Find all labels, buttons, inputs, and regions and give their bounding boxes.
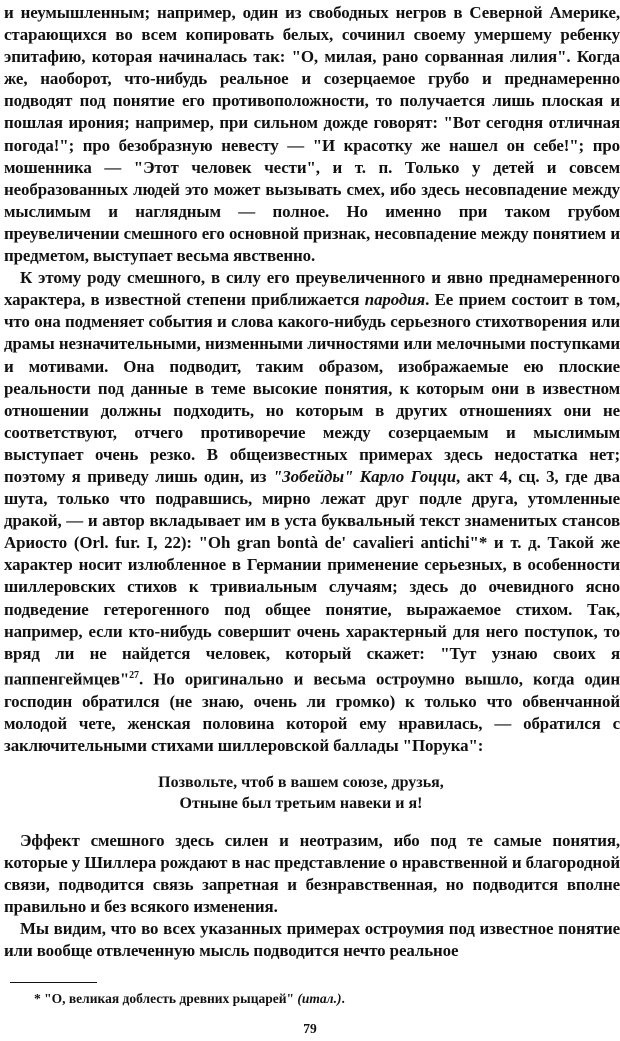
footnote-divider bbox=[10, 982, 97, 983]
footnote-language-note: (итал.) bbox=[297, 991, 342, 1006]
italic-term: пародия bbox=[364, 290, 426, 310]
paragraph-effect: Эффект смешного здесь силен и неотразим, ибо под те самые понятия, которые у Шиллера рождают в нас представление о нравственной и благородной связи, подводится связь запретная и безнравственная, но подводится вполне правильно и без всякого изменения. bbox=[4, 831, 620, 917]
main-text-block bbox=[4, 2, 620, 757]
verse-line-2: Отныне был третьим навеки и я! bbox=[179, 795, 423, 812]
main-text-block-2 bbox=[4, 830, 620, 963]
text-run: . Ее прием состоит в том, что она подменяет события и слова какого-нибудь серьезного стихотворения или драмы незначительными, низменными личностями или мелочными поступками и мотивами. Она подводит, таким образом, изображаемые ею плоские реальности под данные в теме высокие понятия, к которым они в известном отношении должны подходить, но которым в других отношениях они не соответствуют, отчего противоречие между созерцаемым и мыслимым выступает очень резко. В общеизвестных примерах здесь недостатка нет; поэтому я приведу лишь один, из bbox=[4, 290, 620, 486]
text-run: . Но оригинально и весьма остроумно вышло, когда один господин обратился (не знаю, очень ли громко) к только что обвенчанной молодой чете, женская половина которой ему нравилась, — обратился с заключительными стихами шиллеровской баллады "Порука": bbox=[4, 669, 620, 755]
page-number: 79 bbox=[303, 1021, 317, 1036]
footnote-text: * "О, великая доблесть древних рыцарей" bbox=[34, 991, 298, 1006]
footnote-end: . bbox=[341, 991, 345, 1006]
verse-quote bbox=[0, 772, 620, 814]
paragraph-parody bbox=[4, 267, 620, 757]
paragraph-continued: и неумышленным; например, один из свободных негров в Северной Америке, старающихся во всем копировать белых, сочинил своему умершему ребенку эпитафию, которая начиналась так: "О, милая, рано сорванная лилия". Когда же, наоборот, что-нибудь реальное и созерцаемое грубо и преднамеренно подводят под понятие его противоположности, то получается лишь плоская и пошлая ирония; например, при сильном дожде говорят: "Вот сегодня отличная погода!"; про безобразную невесту — "И красотку же нашел он себе!"; про мошенника — "Этот человек чести", и т. п. Только у детей и совсем необразованных людей это может вызывать смех, ибо здесь несовпадение между мыслимым и наглядным — полное. Но именно при таком грубом преувеличении смешного его основной признак, несовпадение между понятием и предметом, выступает весьма явственно. bbox=[4, 3, 620, 266]
text-run: К этому роду смешного, в силу его преувеличенного и явно преднамеренного характера, в известной степени приближается bbox=[4, 268, 620, 310]
italic-title: "Зобейды" Карло Гоцци bbox=[272, 466, 457, 486]
text-run: , акт 4, сц. 3, где два шута, только что подравшись, мирно лежат друг подле друга, утомленные дракой, — и автор вкладывает им в уста буквальный текст знаменитых стансов Ариосто (Orl. fur. I, 22): "Oh gran bontà de' cavalieri antichi"* и т. д. Такой же характер носит излюбленное в Германии применение серьезных, в особенности шиллеровских стихов к тривиальным случаям; здесь до очевидного ясно подведение гетерогенного под общее понятие, выражаемое стихом. Так, например, если кто-нибудь совершит очень характерный для него поступок, то вряд ли не найдется человек, который скажет: "Тут узнаю своих я паппенгеймцев" bbox=[4, 466, 620, 689]
verse-line-1: Позвольте, чтоб в вашем союзе, друзья, bbox=[158, 774, 444, 791]
paragraph-summary: Мы видим, что во всех указанных примерах остроумия под известное понятие или вообще отвлеченную мысль подводится нечто реальное bbox=[4, 919, 620, 961]
endnote-marker: 27 bbox=[129, 669, 139, 681]
footnote bbox=[34, 990, 594, 1008]
